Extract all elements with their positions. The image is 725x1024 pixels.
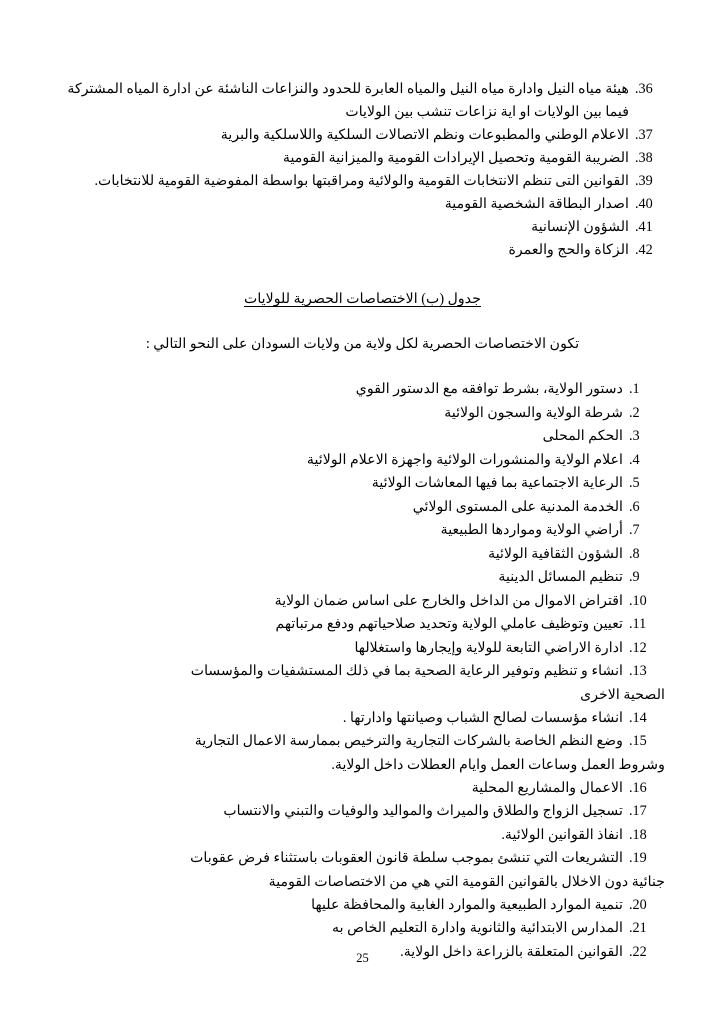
list-item-text: الحكم المحلى bbox=[542, 428, 623, 444]
list-item-text: اقتراض الاموال من الداخل والخارج على اساس ضمان الولاية bbox=[274, 592, 623, 609]
list-item bbox=[60, 472, 665, 495]
list-item bbox=[60, 449, 665, 472]
list-item bbox=[60, 519, 665, 542]
page-number: 25 bbox=[356, 951, 369, 965]
section-heading-text: جدول (ب) الاختصاصات الحصرية للولايات bbox=[244, 291, 481, 307]
list-item-text: الاعلام الوطني والمطبوعات ونظم الاتصالات السلكية واللاسلكية والبرية bbox=[220, 127, 629, 143]
list-item-number: 13. bbox=[629, 663, 647, 679]
list-item bbox=[60, 917, 665, 940]
list-item-number: 41. bbox=[635, 219, 653, 235]
list-item-number: 11. bbox=[629, 616, 647, 632]
list-item-text: القوانين المتعلقة بالزراعة داخل الولاية. bbox=[400, 943, 623, 960]
list-item-text: اعلام الولاية والمنشورات الولائية واجهزة الاعلام الولائية bbox=[306, 451, 623, 468]
list-item-text: انشاء مؤسسات لصالح الشباب وصيانتها وادارتها . bbox=[342, 709, 623, 726]
list-item bbox=[60, 147, 665, 170]
list-item-number: 8. bbox=[629, 545, 640, 562]
list-item-text: اصدار البطاقة الشخصية القومية bbox=[444, 196, 629, 212]
list-item-number: 5. bbox=[629, 475, 640, 491]
list-item-number: 7. bbox=[629, 522, 640, 538]
list-item-text: الرعاية الاجتماعية بما فيها المعاشات الولائية bbox=[371, 475, 623, 491]
list-item-text: الاعمال والمشاريع المحلية bbox=[471, 779, 623, 796]
list-item-text: التشريعات التي تنشئ بموجب سلطة قانون العقوبات باستثناء فرض عقوبات bbox=[190, 850, 623, 866]
list-item-number: 40. bbox=[635, 196, 653, 212]
list-item-text: ادارة الاراضي التابعة للولاية وإيجارها واستغلالها bbox=[354, 639, 623, 656]
list-item-number: 4. bbox=[629, 451, 640, 468]
list-item-number: 36. bbox=[635, 81, 653, 97]
list-item-number: 1. bbox=[629, 381, 640, 397]
list-item-text: شرطة الولاية والسجون الولائية bbox=[444, 404, 623, 421]
list-item bbox=[60, 894, 665, 917]
list-item-text: هيئة مياه النيل وادارة مياه النيل والمياه العابرة للحدود والنزاعات الناشئة عن ادارة المياه المشتركة فيما بين الولايات او اية نزاعات تنشب بين الولايات bbox=[67, 81, 629, 120]
list-item-text: الخدمة المدنية على المستوى الولائي bbox=[412, 498, 623, 515]
list-item-text: انشاء و تنظيم وتوفير الرعاية الصحية بما في ذلك المستشفيات والمؤسسات bbox=[190, 663, 623, 679]
list-item-number: 17. bbox=[629, 803, 647, 819]
section-intro: تكون الاختصاصات الحصرية لكل ولاية من ولايات السودان على النحو التالي : bbox=[145, 336, 580, 352]
list-item-number: 21. bbox=[629, 920, 647, 936]
list-item-text: الزكاة والحج والعمرة bbox=[508, 242, 629, 258]
list-item-text: تنمية الموارد الطبيعية والموارد الغابية والمحافظة عليها bbox=[311, 896, 623, 913]
list-item bbox=[60, 216, 665, 239]
list-item-number: 38. bbox=[635, 150, 653, 166]
list-item bbox=[60, 402, 665, 425]
list-item bbox=[60, 378, 665, 401]
list-item bbox=[60, 824, 665, 847]
list-item-number: 42. bbox=[635, 242, 653, 258]
list-item-number: 10. bbox=[629, 592, 647, 609]
list-item-text: القوانين التى تنظم الانتخابات القومية والولائية ومراقبتها بواسطة المفوضية القومية للانتخابات. bbox=[94, 173, 629, 189]
list-item bbox=[60, 777, 665, 800]
list-item bbox=[60, 170, 665, 193]
list-item bbox=[60, 543, 665, 566]
list-item bbox=[60, 193, 665, 216]
list-item-text: المدارس الابتدائية والثانوية وادارة التعليم الخاص به bbox=[332, 920, 623, 936]
list-item-number: 19. bbox=[629, 850, 647, 866]
list-item bbox=[60, 613, 665, 636]
list-item-text: انفاذ القوانين الولائية. bbox=[501, 826, 623, 843]
list-item-number: 2. bbox=[629, 404, 640, 421]
list-item bbox=[60, 78, 665, 124]
list-item-continuation: الصحية الاخرى bbox=[580, 686, 665, 703]
national-powers-list bbox=[60, 78, 665, 262]
list-item-number: 9. bbox=[629, 569, 640, 585]
list-item-text: تعيين وتوظيف عاملي الولاية وتحديد صلاحياتهم ودفع مرتباتهم bbox=[275, 616, 623, 632]
list-item-number: 22. bbox=[629, 943, 647, 960]
list-item-text: تنظيم المسائل الدينية bbox=[498, 569, 623, 585]
list-item-number: 14. bbox=[629, 709, 647, 726]
list-item bbox=[60, 660, 665, 683]
list-item-text: تسجيل الزواج والطلاق والميراث والمواليد والوفيات والتبني والانتساب bbox=[223, 803, 623, 819]
list-item bbox=[60, 425, 665, 448]
list-item bbox=[60, 800, 665, 823]
section-heading bbox=[60, 288, 665, 311]
list-item-continuation: جنائية دون الاخلال بالقوانين القومية التي هي من الاختصاصات القومية bbox=[268, 873, 665, 890]
list-item-number: 3. bbox=[629, 428, 640, 444]
list-item bbox=[60, 566, 665, 589]
list-item-number: 15. bbox=[629, 733, 647, 749]
list-item bbox=[60, 239, 665, 262]
list-item-text: الشؤون الثقافية الولائية bbox=[488, 545, 623, 562]
document-body bbox=[60, 78, 665, 964]
list-item-text: دستور الولاية، بشرط توافقه مع الدستور القوي bbox=[355, 381, 623, 397]
list-item-number: 18. bbox=[629, 826, 647, 843]
list-item bbox=[60, 496, 665, 519]
list-item bbox=[60, 707, 665, 730]
list-item bbox=[60, 124, 665, 147]
list-item bbox=[60, 590, 665, 613]
list-item bbox=[60, 730, 665, 753]
list-item-text: وضع النظم الخاصة بالشركات التجارية والترخيص بممارسة الاعمال التجارية bbox=[194, 733, 623, 749]
list-item-number: 6. bbox=[629, 498, 640, 515]
list-item-continuation: وشروط العمل وساعات العمل وايام العطلات داخل الولاية. bbox=[331, 756, 665, 773]
list-item-number: 39. bbox=[635, 173, 653, 189]
list-item-text: الضريبة القومية وتحصيل الإيرادات القومية والميزانية القومية bbox=[282, 150, 629, 166]
list-item-number: 37. bbox=[635, 127, 653, 143]
state-powers-list bbox=[60, 378, 665, 964]
list-item-number: 20. bbox=[629, 896, 647, 913]
list-item-number: 12. bbox=[629, 639, 647, 656]
list-item bbox=[60, 637, 665, 660]
list-item-text: أراضي الولاية ومواردها الطبيعية bbox=[440, 522, 623, 538]
list-item bbox=[60, 847, 665, 870]
list-item-text: الشؤون الإنسانية bbox=[531, 219, 629, 235]
list-item-number: 16. bbox=[629, 779, 647, 796]
